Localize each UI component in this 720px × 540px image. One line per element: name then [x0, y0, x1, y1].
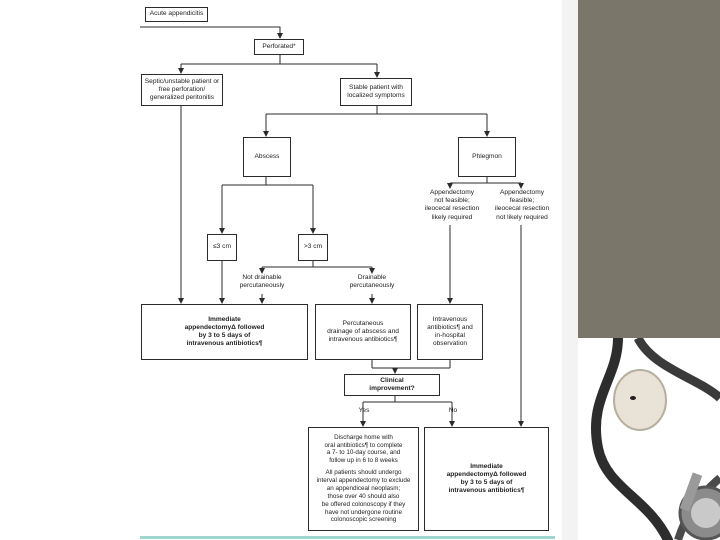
node-discharge-home [308, 427, 419, 531]
label-drainable: Drainable percutaneously [349, 274, 395, 290]
discharge-text: Discharge home with oral antibiotics¶ to complete a 7- to 10-day course, and follow up in 6 to 8 weeks [324, 433, 403, 465]
stethoscope-image [578, 338, 720, 540]
label-not-drainable: Not drainable percutaneously [239, 274, 285, 290]
interval-appendectomy-note: All patients should undergo interval appendectomy to exclude an appendiceal neoplasm; those over 40 should also be offered colonoscopy if they have not undergone routine colonoscopic screening [316, 469, 411, 524]
node-percutaneous-drainage: Percutaneous drainage of abscess and intravenous antibiotics¶ [315, 304, 411, 360]
node-gt3cm: >3 cm [298, 234, 328, 261]
decorative-grey-block [578, 0, 720, 338]
node-clinical-improvement: Clinical improvement? [344, 374, 440, 396]
flowchart-panel [140, 0, 555, 540]
node-abscess: Abscess [243, 137, 291, 177]
slide-margin-strip [562, 0, 578, 540]
node-septic-unstable: Septic/unstable patient or free perforation/ generalized peritonitis [141, 74, 223, 106]
node-immediate-appendectomy-right: Immediate appendectomyΔ followed by 3 to 5 days of intravenous antibiotics¶ [424, 427, 549, 531]
node-le3cm: ≤3 cm [207, 234, 237, 261]
label-appendectomy-feasible: Appendectomy feasible; ileocecal resection not likely required [494, 189, 550, 221]
node-iv-observation: Intravenous antibiotics¶ and in-hospital observation [417, 304, 483, 360]
node-acute-appendicitis: Acute appendicitis [145, 7, 208, 22]
label-yes: Yes [358, 407, 370, 414]
node-phlegmon: Phlegmon [458, 137, 516, 177]
node-perforated: Perforated* [254, 39, 304, 55]
node-immediate-appendectomy-left: Immediate appendectomyΔ followed by 3 to 5 days of intravenous antibiotics¶ [141, 304, 308, 360]
label-appendectomy-not-feasible: Appendectomy not feasible; ileocecal resection likely required [424, 189, 480, 221]
label-no: No [448, 407, 458, 414]
bottom-accent-rule [140, 536, 555, 539]
node-stable-localized: Stable patient with localized symptoms [340, 78, 412, 106]
connector-acute-perforated [140, 27, 280, 38]
